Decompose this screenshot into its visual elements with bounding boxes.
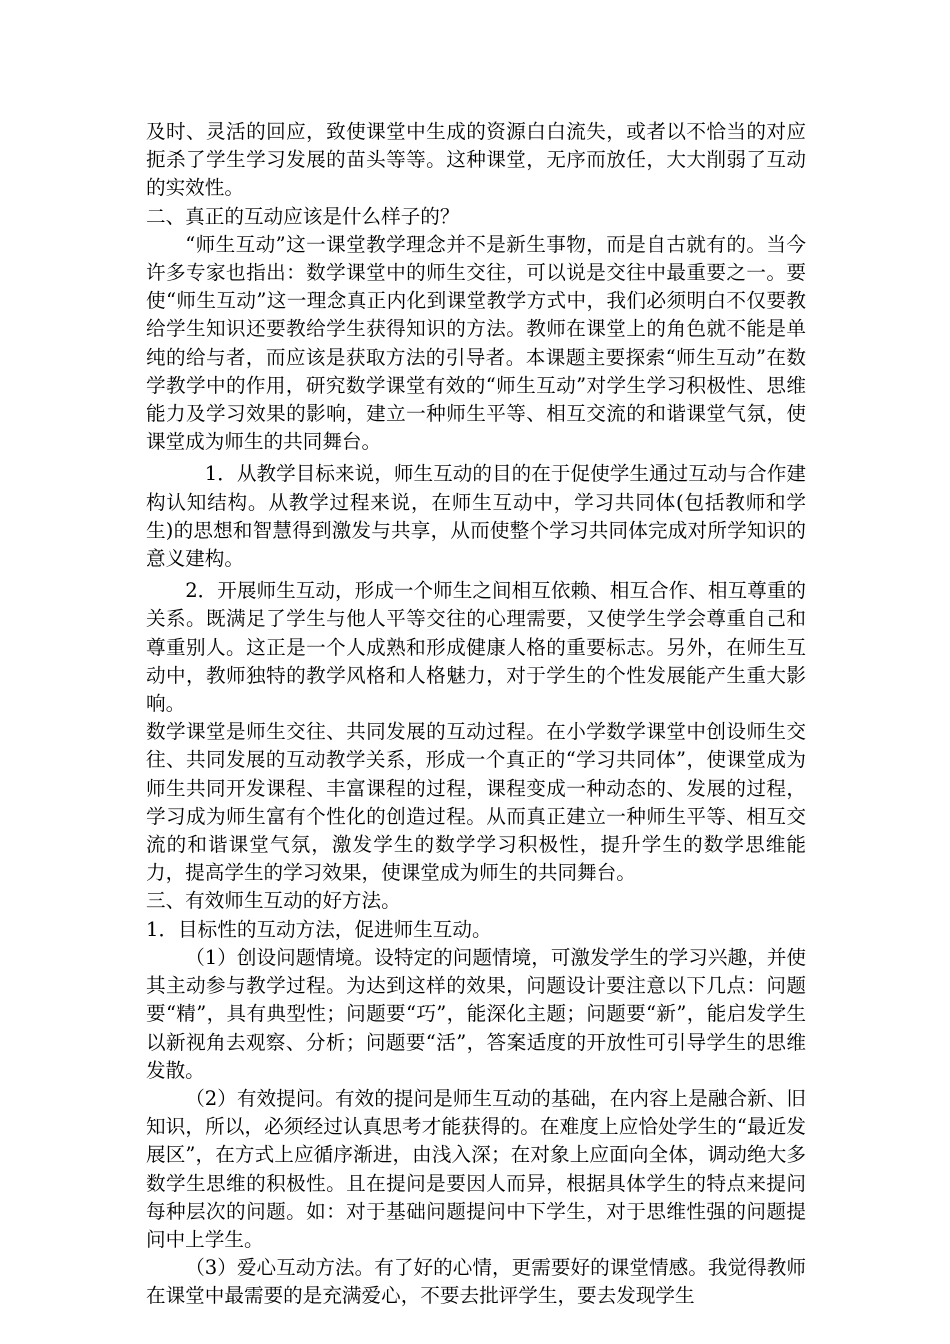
paragraph-math-classroom: 数学课堂是师生交往、共同发展的互动过程。在小学数学课堂中创设师生交往、共同发展的互动教学关系，形成一个真正的“学习共同体”，使课堂成为师生共同开发课程、丰富课程的过程，课程变成一种动态的、发展的过程，学习成为师生富有个性化的创造过程。从而真正建立一种师生平等、相互交流的和谐课堂气氛，激发学生的数学学习积极性，提升学生的数学思维能力，提高学生的学习效果，使课堂成为师生的共同舞台。	[146, 720, 806, 885]
paragraph-continuation: 及时、灵活的回应，致使课堂中生成的资源白白流失，或者以不恰当的对应扼杀了学生学习发展的苗头等等。这种课堂，无序而放任，大大削弱了互动的实效性。	[146, 120, 806, 200]
paragraph-item-3: （3）爱心互动方法。有了好的心情，更需要好的课堂情感。我觉得教师在课堂中最需要的是充满爱心，不要去批评学生，要去发现学生	[146, 1256, 806, 1308]
paragraph-point-1: 1．从教学目标来说，师生互动的目的在于促使学生通过互动与合作建构认知结构。从教学过程来说，在师生互动中，学习共同体(包括教师和学生)的思想和智慧得到激发与共享，从而使整个学习共同体完成对所学知识的意义建构。	[146, 462, 806, 571]
paragraph-point-2: 2．开展师生互动，形成一个师生之间相互依赖、相互合作、相互尊重的关系。既满足了学生与他人平等交往的心理需要，又使学生学会尊重自己和尊重别人。这正是一个人成熟和形成健康人格的重要标志。另外，在师生互动中，教师独特的教学风格和人格魅力，对于学生的个性发展能产生重大影响。	[146, 579, 806, 716]
section-heading-2: 二、真正的互动应该是什么样子的？	[146, 204, 460, 228]
document-page	[146, 118, 806, 1311]
subheading-goal-method: 1．目标性的互动方法，促进师生互动。	[146, 917, 492, 941]
paragraph-teacher-student-interaction: “师生互动”这一课堂教学理念并不是新生事物，而是自古就有的。当今许多专家也指出：数学课堂中的师生交往，可以说是交往中最重要之一。要使“师生互动”这一理念真正内化到课堂教学方式中，我们必须明白不仅要教给学生知识还要教给学生获得知识的方法。教师在课堂上的角色就不能是单纯的给与者，而应该是获取方法的引导者。本课题主要探索“师生互动”在数学教学中的作用，研究数学课堂有效的“师生互动”对学生学习积极性、思维能力及学习效果的影响，建立一种师生平等、相互交流的和谐课堂气氛，使课堂成为师生的共同舞台。	[146, 232, 806, 454]
paragraph-item-1: （1）创设问题情境。设特定的问题情境，可激发学生的学习兴趣，并使其主动参与教学过程。为达到这样的效果，问题设计要注意以下几点：问题要“精”，具有典型性；问题要“巧”，能深化主题；问题要“新”，能启发学生以新视角去观察、分析；问题要“活”，答案适度的开放性可引导学生的思维发散。	[146, 945, 806, 1082]
paragraph-item-2: （2）有效提问。有效的提问是师生互动的基础，在内容上是融合新、旧知识，所以，必须经过认真思考才能获得的。在难度上应恰处学生的“最近发展区”，在方式上应循序渐进，由浅入深；在对象上应面向全体，调动绝大多数学生思维的积极性。且在提问是要因人而异，根据具体学生的特点来提问每种层次的问题。如：对于基础问题提问中下学生，对于思维性强的问题提问中上学生。	[146, 1086, 806, 1251]
section-heading-3: 三、有效师生互动的好方法。	[146, 889, 401, 913]
